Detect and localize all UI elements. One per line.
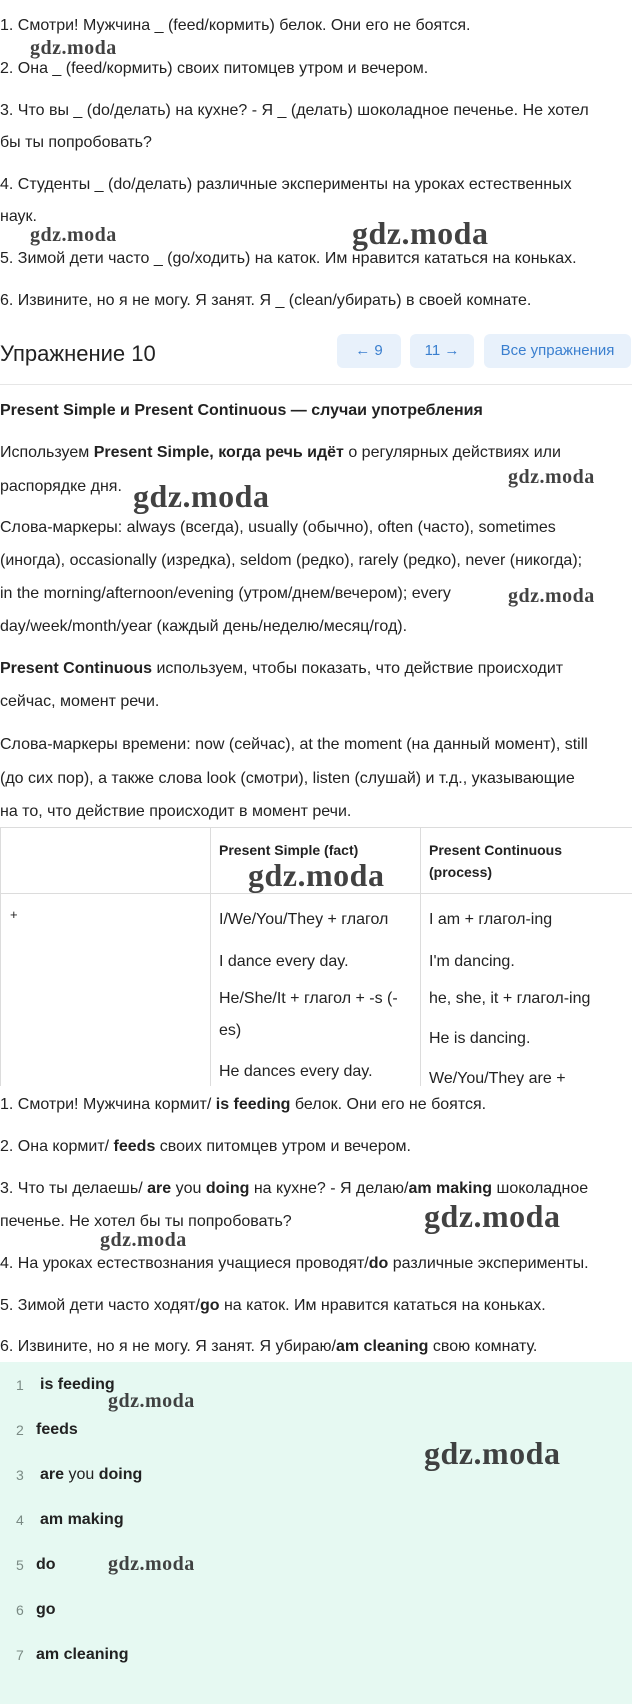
col1-header: Present Simple (fact) bbox=[219, 842, 359, 858]
pc-markers-2: (до сих пор), а также слова look (смотри), listen (слушай) и т.д., указывающие bbox=[0, 770, 575, 787]
ps-markers-4: day/week/month/year (каждый день/неделю/месяц/год). bbox=[0, 618, 408, 635]
answer-sentence-5: 5. Зимой дети часто ходят/go на каток. Им нравится кататься на коньках. bbox=[0, 1297, 546, 1314]
answer-sentence-4: 4. На уроках естествознания учащиеся проводят/do различные эксперименты. bbox=[0, 1255, 589, 1272]
watermark: gdz.moda bbox=[424, 1198, 561, 1234]
task-line-6: 6. Извините, но я не могу. Я занят. Я _ (clean/убирать) в своей комнате. bbox=[0, 292, 532, 309]
watermark: gdz.moda bbox=[30, 224, 117, 246]
col2-cell-1: I am + глагол-ing bbox=[429, 911, 553, 928]
divider bbox=[0, 384, 632, 385]
table-col-divider-1 bbox=[210, 828, 211, 1086]
answer-sentence-2: 2. Она кормит/ feeds своих питомцев утром и вечером. bbox=[0, 1138, 411, 1155]
col2-cell-5: We/You/They are + bbox=[429, 1070, 566, 1086]
watermark: gdz.moda bbox=[424, 1435, 561, 1471]
watermark: gdz.moda bbox=[248, 857, 385, 893]
row-label-plus: + bbox=[10, 907, 18, 922]
watermark: gdz.moda bbox=[30, 37, 117, 59]
col1-cell-4: es) bbox=[219, 1022, 242, 1039]
watermark: gdz.moda bbox=[108, 1553, 195, 1575]
table-col-divider-2 bbox=[420, 828, 421, 1086]
col1-cell-3: He/She/It + глагол + -s (- bbox=[219, 990, 398, 1007]
watermark: gdz.moda bbox=[508, 585, 595, 607]
all-exercises-button[interactable]: Все упражнения bbox=[484, 334, 631, 368]
task-line-4b: наук. bbox=[0, 208, 37, 225]
col1-cell-5: He dances every day. bbox=[219, 1063, 373, 1080]
exercise-title: Упражнение 10 bbox=[0, 341, 156, 366]
pc-intro: Present Continuous используем, чтобы показать, что действие происходит bbox=[0, 660, 564, 677]
task-line-4: 4. Студенты _ (do/делать) различные эксперименты на уроках естественных bbox=[0, 176, 572, 193]
ps-markers-3: in the morning/afternoon/evening (утром/днем/вечером); every bbox=[0, 585, 451, 602]
answer-sentence-3: 3. Что ты делаешь/ are you doing на кухне? - Я делаю/am making шоколадное bbox=[0, 1180, 589, 1197]
answer-sentence-3b: печенье. Не хотел бы ты попробовать? bbox=[0, 1213, 292, 1230]
col1-cell-2: I dance every day. bbox=[219, 953, 349, 970]
col1-cell-1: I/We/You/They + глагол bbox=[219, 911, 389, 928]
watermark: gdz.moda bbox=[100, 1229, 187, 1251]
task-line-2: 2. Она _ (feed/кормить) своих питомцев утром и вечером. bbox=[0, 60, 429, 77]
watermark: gdz.moda bbox=[108, 1390, 195, 1412]
ps-intro: Используем Present Simple, когда речь идёт о регулярных действиях или bbox=[0, 444, 561, 461]
ps-markers-2: (иногда), occasionally (изредка), seldom (редко), rarely (редко), never (никогда); bbox=[0, 552, 583, 569]
theory-heading: Present Simple и Present Continuous — случаи употребления bbox=[0, 402, 483, 419]
answer-box: 1 is feeding 2 feeds 3 are you doing 4 am making 5 do 6 go 7 am cleaning bbox=[0, 1362, 632, 1704]
pc-markers-3: на то, что действие происходит в момент речи. bbox=[0, 803, 352, 820]
answer-sentence-1: 1. Смотри! Мужчина кормит/ is feeding белок. Они его не боятся. bbox=[0, 1096, 487, 1113]
task-line-3b: бы ты попробовать? bbox=[0, 134, 152, 151]
task-line-3: 3. Что вы _ (do/делать) на кухне? - Я _ (делать) шоколадное печенье. Не хотел bbox=[0, 102, 589, 119]
col2-header-2: (process) bbox=[429, 864, 493, 880]
next-exercise-button[interactable]: 11 → bbox=[410, 334, 474, 368]
col2-cell-3: he, she, it + глагол-ing bbox=[429, 990, 591, 1007]
col2-cell-4: He is dancing. bbox=[429, 1030, 531, 1047]
task-line-1: 1. Смотри! Мужчина _ (feed/кормить) белок. Они его не боятся. bbox=[0, 17, 471, 34]
prev-exercise-button[interactable]: ← 9 bbox=[337, 334, 401, 368]
task-line-5: 5. Зимой дети часто _ (go/ходить) на каток. Им нравится кататься на коньках. bbox=[0, 250, 577, 267]
watermark: gdz.moda bbox=[508, 466, 595, 488]
ps-intro-2: распорядке дня. bbox=[0, 478, 122, 495]
ps-markers-1: Слова-маркеры: always (всегда), usually (обычно), often (часто), sometimes bbox=[0, 519, 556, 536]
pc-intro-2: сейчас, момент речи. bbox=[0, 693, 160, 710]
watermark: gdz.moda bbox=[133, 478, 270, 514]
answer-sentence-6: 6. Извините, но я не могу. Я занят. Я убираю/am cleaning свою комнату. bbox=[0, 1338, 538, 1355]
col2-header-1: Present Continuous bbox=[429, 842, 563, 858]
watermark: gdz.moda bbox=[352, 215, 489, 251]
col2-cell-2: I'm dancing. bbox=[429, 953, 515, 970]
pc-markers-1: Слова-маркеры времени: now (сейчас), at the moment (на данный момент), still bbox=[0, 736, 588, 753]
